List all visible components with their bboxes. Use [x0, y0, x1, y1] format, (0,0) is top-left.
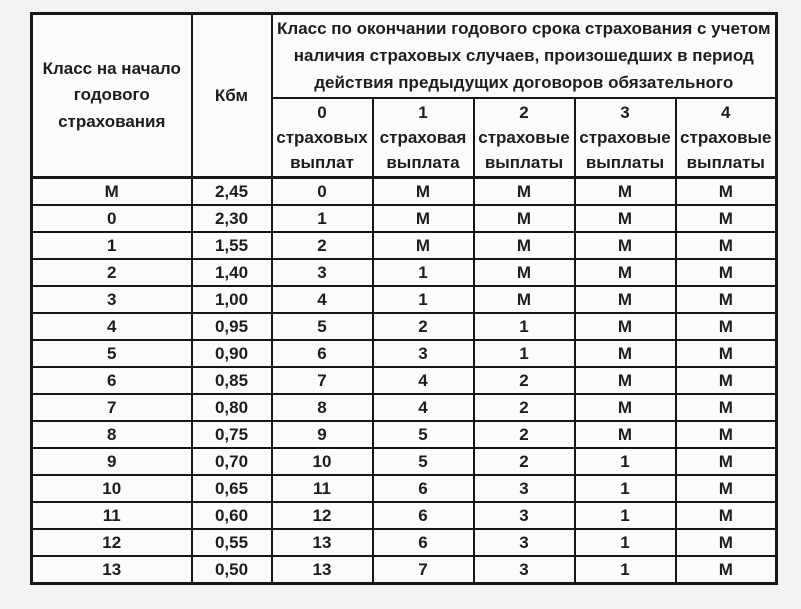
- cell-payouts-4: М: [676, 556, 777, 584]
- cell-payouts-2: М: [474, 259, 575, 286]
- cell-payouts-3: 1: [575, 502, 676, 529]
- cell-class-start: 3: [32, 286, 192, 313]
- cell-payouts-0: 5: [272, 313, 373, 340]
- cell-payouts-1: М: [373, 232, 474, 259]
- cell-payouts-2: 1: [474, 313, 575, 340]
- cell-payouts-4: М: [676, 367, 777, 394]
- cell-payouts-2: М: [474, 205, 575, 232]
- table-row: [32, 529, 777, 556]
- cell-payouts-0: 4: [272, 286, 373, 313]
- cell-payouts-3: М: [575, 340, 676, 367]
- cell-kbm: 0,85: [192, 367, 272, 394]
- payout-count: 0: [317, 102, 327, 122]
- cell-class-start: 12: [32, 529, 192, 556]
- cell-class-start: 5: [32, 340, 192, 367]
- cell-kbm: 1,55: [192, 232, 272, 259]
- table-header: [32, 14, 777, 178]
- cell-payouts-3: М: [575, 394, 676, 421]
- cell-payouts-4: М: [676, 205, 777, 232]
- payout-count: 4: [721, 102, 731, 122]
- sub-header-2-payouts: [474, 98, 575, 178]
- cell-kbm: 0,95: [192, 313, 272, 340]
- payout-word1: страховая: [379, 127, 467, 147]
- cell-kbm: 2,30: [192, 205, 272, 232]
- cell-payouts-4: М: [676, 232, 777, 259]
- cell-class-start: 1: [32, 232, 192, 259]
- table-row: [32, 259, 777, 286]
- cell-kbm: 1,00: [192, 286, 272, 313]
- cell-kbm: 0,75: [192, 421, 272, 448]
- cell-payouts-4: М: [676, 313, 777, 340]
- cell-payouts-4: М: [676, 502, 777, 529]
- cell-payouts-1: 5: [373, 448, 474, 475]
- header-kbm: Кбм: [192, 14, 272, 178]
- cell-class-start: 7: [32, 394, 192, 421]
- payout-word2: выплата: [386, 152, 460, 172]
- cell-class-start: 4: [32, 313, 192, 340]
- sub-header-3-payouts: [575, 98, 676, 178]
- payout-count: 3: [620, 102, 630, 122]
- cell-payouts-4: М: [676, 259, 777, 286]
- cell-payouts-3: 1: [575, 529, 676, 556]
- cell-payouts-1: 4: [373, 367, 474, 394]
- header-class-start: [32, 14, 192, 178]
- sub-header-1-payout: [373, 98, 474, 178]
- cell-payouts-1: М: [373, 178, 474, 206]
- cell-kbm: 0,70: [192, 448, 272, 475]
- payout-word1: страховые: [478, 127, 570, 147]
- cell-payouts-2: 3: [474, 502, 575, 529]
- cell-kbm: 0,90: [192, 340, 272, 367]
- cell-payouts-0: 13: [272, 529, 373, 556]
- cell-payouts-0: 7: [272, 367, 373, 394]
- table-row: [32, 502, 777, 529]
- table-row: [32, 178, 777, 206]
- table-row: [32, 421, 777, 448]
- cell-class-start: 6: [32, 367, 192, 394]
- cell-payouts-1: 5: [373, 421, 474, 448]
- cell-payouts-1: 2: [373, 313, 474, 340]
- cell-payouts-1: 1: [373, 259, 474, 286]
- cell-class-start: М: [32, 178, 192, 206]
- cell-class-start: 9: [32, 448, 192, 475]
- cell-payouts-0: 3: [272, 259, 373, 286]
- table-row: [32, 475, 777, 502]
- cell-class-start: 10: [32, 475, 192, 502]
- cell-kbm: 0,60: [192, 502, 272, 529]
- cell-payouts-4: М: [676, 286, 777, 313]
- cell-payouts-4: М: [676, 475, 777, 502]
- table-row: [32, 232, 777, 259]
- payout-word2: выплаты: [686, 152, 765, 172]
- payout-count: 1: [418, 102, 428, 122]
- cell-payouts-3: М: [575, 232, 676, 259]
- header-end-of-term: [272, 14, 777, 98]
- cell-payouts-4: М: [676, 529, 777, 556]
- cell-payouts-4: М: [676, 178, 777, 206]
- cell-payouts-3: 1: [575, 475, 676, 502]
- table-row: [32, 205, 777, 232]
- cell-payouts-0: 12: [272, 502, 373, 529]
- cell-class-start: 8: [32, 421, 192, 448]
- cell-payouts-4: М: [676, 394, 777, 421]
- cell-payouts-2: 2: [474, 448, 575, 475]
- cell-payouts-2: 3: [474, 529, 575, 556]
- cell-class-start: 0: [32, 205, 192, 232]
- cell-kbm: 2,45: [192, 178, 272, 206]
- cell-payouts-1: 3: [373, 340, 474, 367]
- cell-payouts-3: М: [575, 259, 676, 286]
- cell-payouts-2: 3: [474, 556, 575, 584]
- table-row: [32, 313, 777, 340]
- table-row: [32, 556, 777, 584]
- payout-word1: страховые: [579, 127, 671, 147]
- cell-payouts-2: М: [474, 286, 575, 313]
- cell-payouts-0: 10: [272, 448, 373, 475]
- top-header-row: [32, 14, 777, 98]
- table-row: [32, 448, 777, 475]
- sub-header-4-payouts: [676, 98, 777, 178]
- cell-payouts-3: М: [575, 367, 676, 394]
- cell-class-start: 2: [32, 259, 192, 286]
- cell-payouts-3: М: [575, 286, 676, 313]
- cell-payouts-1: 6: [373, 475, 474, 502]
- payout-count: 2: [519, 102, 529, 122]
- cell-payouts-1: 6: [373, 502, 474, 529]
- cell-payouts-3: М: [575, 205, 676, 232]
- cell-payouts-3: М: [575, 178, 676, 206]
- cell-payouts-2: 2: [474, 421, 575, 448]
- cell-payouts-0: 0: [272, 178, 373, 206]
- cell-payouts-4: М: [676, 421, 777, 448]
- cell-payouts-0: 9: [272, 421, 373, 448]
- cell-payouts-0: 1: [272, 205, 373, 232]
- payout-word1: страховых: [276, 127, 368, 147]
- cell-payouts-2: 1: [474, 340, 575, 367]
- cell-payouts-3: М: [575, 313, 676, 340]
- cell-payouts-0: 6: [272, 340, 373, 367]
- payout-word2: выплат: [290, 152, 354, 172]
- cell-payouts-2: М: [474, 232, 575, 259]
- cell-payouts-1: М: [373, 205, 474, 232]
- cell-payouts-3: М: [575, 421, 676, 448]
- cell-payouts-2: 2: [474, 367, 575, 394]
- table-body: [32, 178, 777, 584]
- cell-payouts-3: 1: [575, 448, 676, 475]
- cell-kbm: 0,65: [192, 475, 272, 502]
- header-class-start-label: Класс на начало годового страхования: [42, 59, 181, 131]
- cell-payouts-4: М: [676, 448, 777, 475]
- cell-payouts-4: М: [676, 340, 777, 367]
- table-row: [32, 367, 777, 394]
- table-row: [32, 340, 777, 367]
- cell-payouts-0: 13: [272, 556, 373, 584]
- cell-payouts-1: 1: [373, 286, 474, 313]
- cell-kbm: 0,55: [192, 529, 272, 556]
- sub-header-0-payouts: [272, 98, 373, 178]
- cell-payouts-2: М: [474, 178, 575, 206]
- payout-word2: выплаты: [585, 152, 665, 172]
- cell-payouts-0: 2: [272, 232, 373, 259]
- cell-payouts-2: 2: [474, 394, 575, 421]
- payout-word1: страховые: [680, 127, 772, 147]
- cell-class-start: 11: [32, 502, 192, 529]
- cell-payouts-2: 3: [474, 475, 575, 502]
- table-row: [32, 394, 777, 421]
- cell-kbm: 0,50: [192, 556, 272, 584]
- cell-class-start: 13: [32, 556, 192, 584]
- payout-word2: выплаты: [484, 152, 564, 172]
- table-row: [32, 286, 777, 313]
- header-end-of-term-label: Класс по окончании годового срока страхования с учетом наличия страховых случаев, произошедших в период действия предыдущих договоров обязательного: [277, 19, 771, 93]
- cell-payouts-1: 6: [373, 529, 474, 556]
- cell-kbm: 1,40: [192, 259, 272, 286]
- cell-payouts-1: 4: [373, 394, 474, 421]
- cell-payouts-0: 11: [272, 475, 373, 502]
- cell-payouts-0: 8: [272, 394, 373, 421]
- cell-payouts-1: 7: [373, 556, 474, 584]
- cell-payouts-3: 1: [575, 556, 676, 584]
- kbm-coefficient-table: [30, 12, 778, 585]
- cell-kbm: 0,80: [192, 394, 272, 421]
